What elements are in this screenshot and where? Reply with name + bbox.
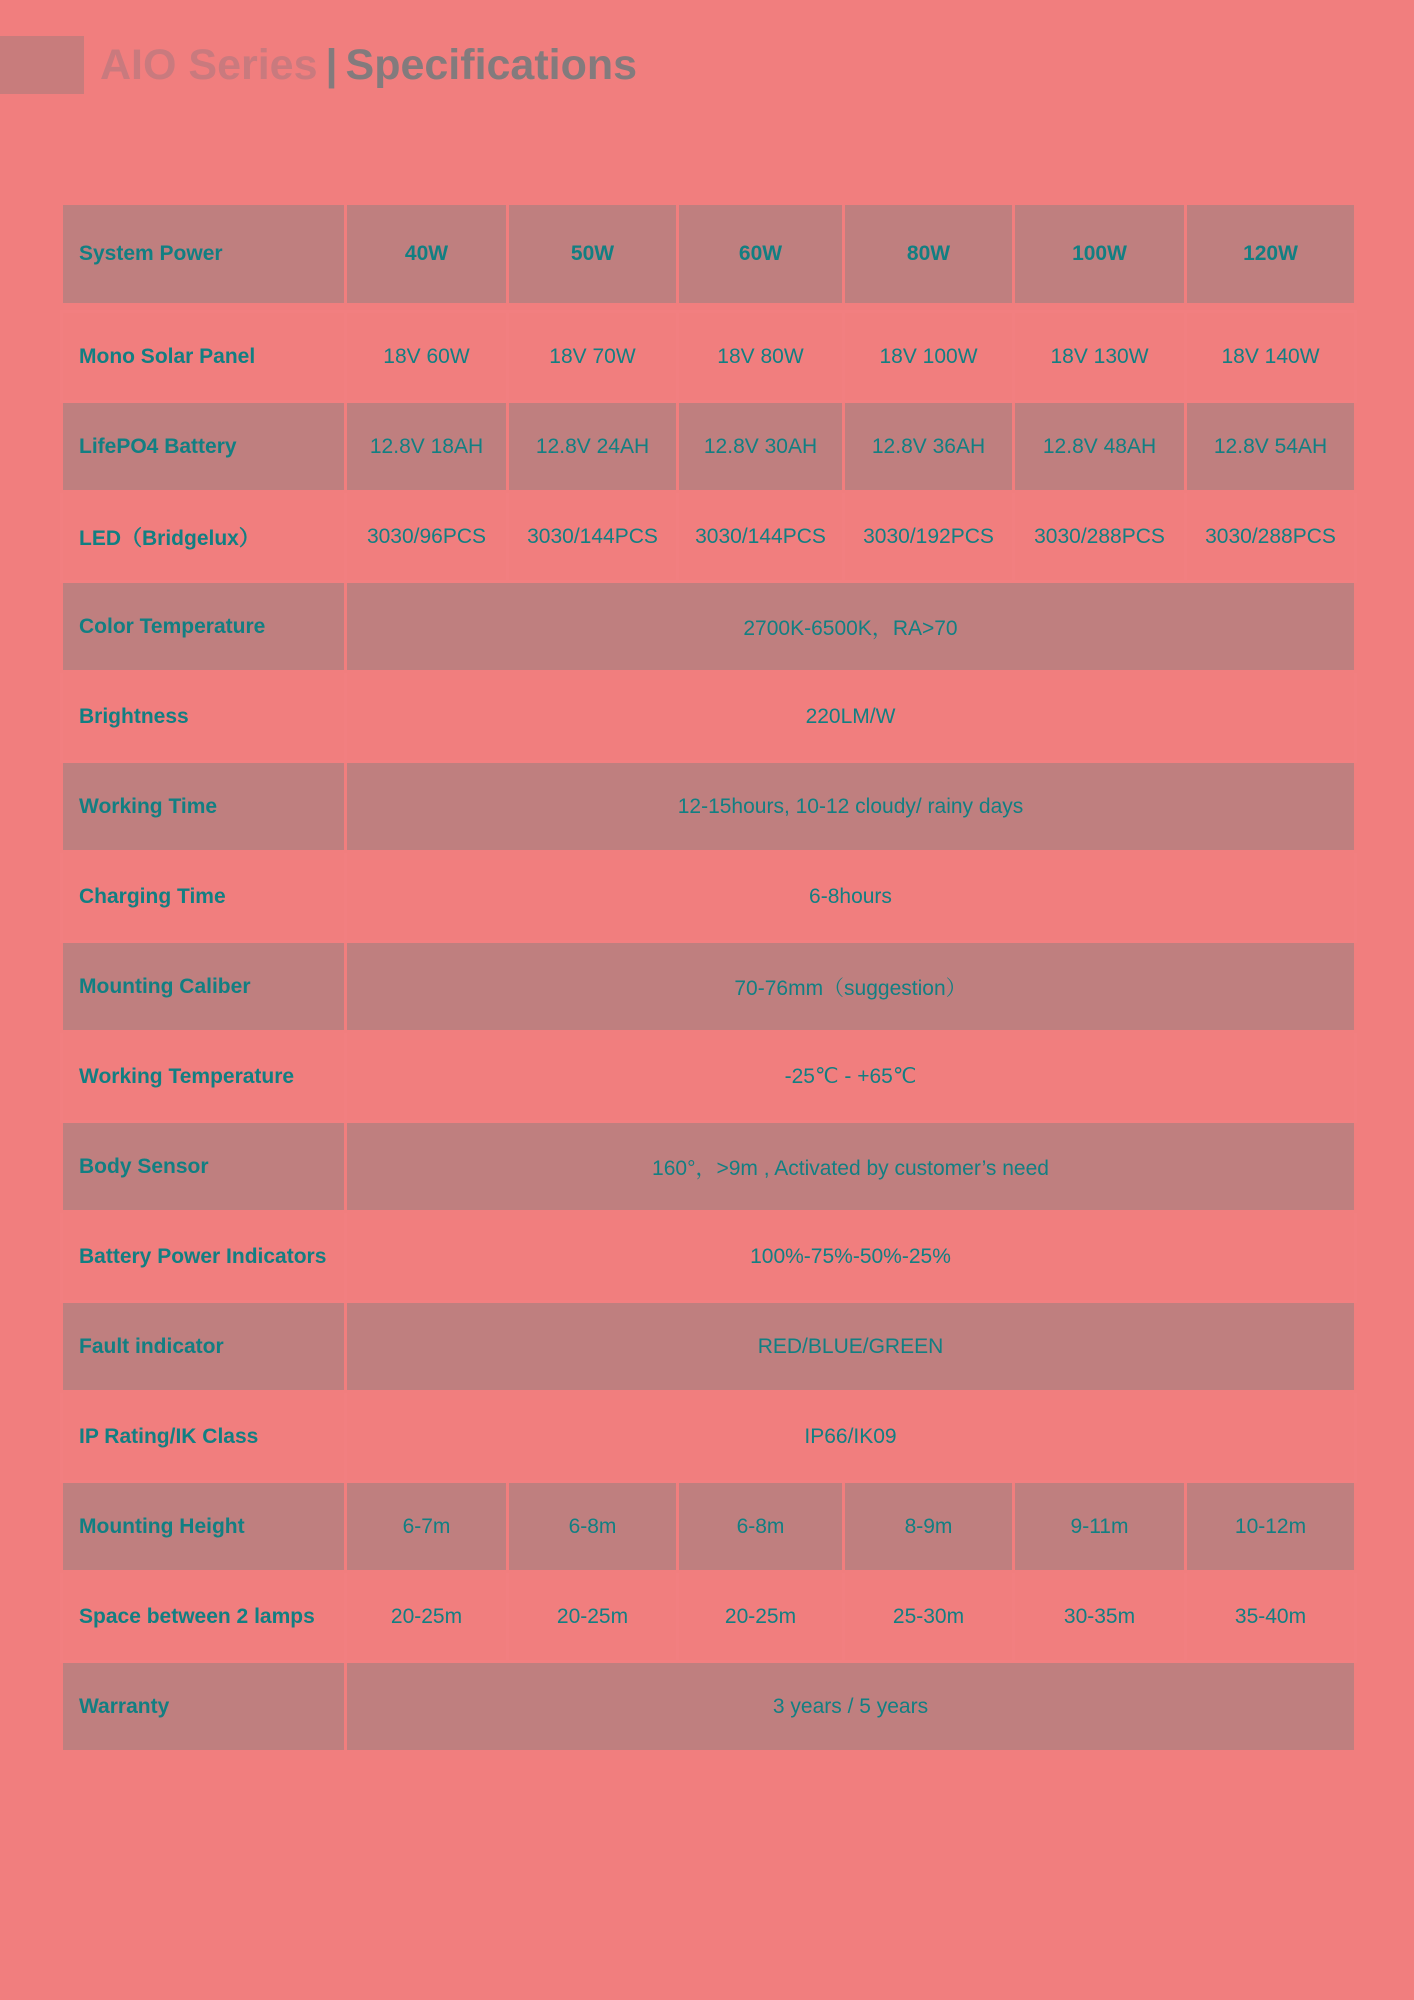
table-cell: 30-35m [1014, 1572, 1186, 1662]
table-cell: 12.8V 30AH [678, 402, 844, 492]
table-cell: 3030/96PCS [346, 492, 508, 582]
row-label: Body Sensor [62, 1122, 346, 1212]
table-cell: 8-9m [844, 1482, 1014, 1572]
table-cell: 3030/144PCS [678, 492, 844, 582]
table-cell: 10-12m [1186, 1482, 1356, 1572]
table-cell-merged: 220LM/W [346, 672, 1356, 762]
row-label: Color Temperature [62, 582, 346, 672]
row-label: Warranty [62, 1662, 346, 1752]
table-cell: 20-25m [508, 1572, 678, 1662]
table-cell: 12.8V 18AH [346, 402, 508, 492]
table-cell-merged: -25℃ - +65℃ [346, 1032, 1356, 1122]
table-row [62, 1572, 1356, 1662]
table-row [62, 1302, 1356, 1392]
table-cell: 3030/144PCS [508, 492, 678, 582]
table-cell: 3030/192PCS [844, 492, 1014, 582]
table-cell-merged: 12-15hours, 10-12 cloudy/ rainy days [346, 762, 1356, 852]
table-cell-merged: RED/BLUE/GREEN [346, 1302, 1356, 1392]
table-cell-merged: 160°，>9m , Activated by customer’s need [346, 1122, 1356, 1212]
table-row [62, 1032, 1356, 1122]
table-cell: 6-8m [508, 1482, 678, 1572]
table-cell: 20-25m [678, 1572, 844, 1662]
table-cell-merged: IP66/IK09 [346, 1392, 1356, 1482]
table-cell: 25-30m [844, 1572, 1014, 1662]
column-header: 100W [1014, 204, 1186, 305]
series-name: AIO Series [100, 41, 318, 89]
table-row [62, 1482, 1356, 1572]
table-cell: 12.8V 48AH [1014, 402, 1186, 492]
row-label: LED（Bridgelux） [62, 492, 346, 582]
column-header: 50W [508, 204, 678, 305]
column-header: 40W [346, 204, 508, 305]
specifications-table [60, 202, 1357, 1753]
table-cell: 18V 140W [1186, 312, 1356, 402]
table-row [62, 312, 1356, 402]
table-row [62, 1392, 1356, 1482]
table-spacer [62, 305, 1356, 312]
table-cell: 18V 130W [1014, 312, 1186, 402]
table-cell: 20-25m [346, 1572, 508, 1662]
table-row [62, 492, 1356, 582]
page-title [100, 38, 637, 92]
row-label: System Power [62, 204, 346, 305]
table-cell-merged: 70-76mm（suggestion） [346, 942, 1356, 1032]
table-row [62, 672, 1356, 762]
column-header: 120W [1186, 204, 1356, 305]
row-label: Mounting Height [62, 1482, 346, 1572]
table-cell: 12.8V 24AH [508, 402, 678, 492]
column-header: 80W [844, 204, 1014, 305]
row-label: Working Temperature [62, 1032, 346, 1122]
table-cell: 3030/288PCS [1186, 492, 1356, 582]
table-row [62, 942, 1356, 1032]
table-row [62, 1212, 1356, 1302]
row-label: IP Rating/IK Class [62, 1392, 346, 1482]
row-label: Working Time [62, 762, 346, 852]
table-row [62, 1662, 1356, 1752]
title-separator: | [325, 41, 338, 89]
table-cell: 3030/288PCS [1014, 492, 1186, 582]
row-label: Mounting Caliber [62, 942, 346, 1032]
table-row [62, 852, 1356, 942]
title-specifications: Specifications [345, 41, 638, 89]
row-label: Battery Power Indicators [62, 1212, 346, 1302]
table-cell-merged: 6-8hours [346, 852, 1356, 942]
row-label: Brightness [62, 672, 346, 762]
table-cell: 12.8V 36AH [844, 402, 1014, 492]
table-header-row [62, 204, 1356, 305]
row-label: Charging Time [62, 852, 346, 942]
row-label: Fault indicator [62, 1302, 346, 1392]
table-cell-merged: 3 years / 5 years [346, 1662, 1356, 1752]
table-cell: 35-40m [1186, 1572, 1356, 1662]
table-cell-merged: 2700K-6500K，RA>70 [346, 582, 1356, 672]
table-cell: 6-8m [678, 1482, 844, 1572]
table-cell: 12.8V 54AH [1186, 402, 1356, 492]
row-label: Space between 2 lamps [62, 1572, 346, 1662]
table-spacer-cell [62, 305, 1356, 312]
table-cell: 9-11m [1014, 1482, 1186, 1572]
table-row [62, 402, 1356, 492]
table-cell: 6-7m [346, 1482, 508, 1572]
page-header [0, 36, 1414, 96]
table-row [62, 582, 1356, 672]
table-cell: 18V 100W [844, 312, 1014, 402]
row-label: Mono Solar Panel [62, 312, 346, 402]
table-cell-merged: 100%-75%-50%-25% [346, 1212, 1356, 1302]
table-cell: 18V 80W [678, 312, 844, 402]
column-header: 60W [678, 204, 844, 305]
table-row [62, 1122, 1356, 1212]
row-label: LifePO4 Battery [62, 402, 346, 492]
table-cell: 18V 60W [346, 312, 508, 402]
table-cell: 18V 70W [508, 312, 678, 402]
header-accent-block [0, 36, 84, 94]
table-row [62, 762, 1356, 852]
